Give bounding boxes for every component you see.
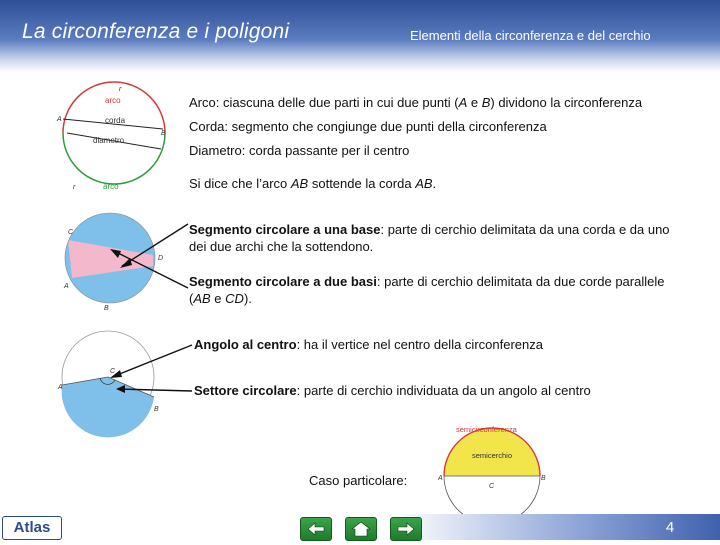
definition-diametro: Diametro: corda passante per il centro [189,143,410,158]
r-top-label: r [119,86,122,93]
point-b-label: B [154,406,159,413]
term-settore-circolare: Settore circolare [194,383,297,398]
point-d-label: D [158,255,164,262]
atlas-logo: Atlas [2,516,62,540]
chord-label: corda [105,116,126,125]
nav-forward-button[interactable] [390,517,422,541]
center-c-label: C [489,483,495,490]
term-corda: Corda [189,119,225,134]
home-icon [346,518,376,540]
center-c-label: C [110,368,116,375]
point-c-label: C [68,229,74,236]
point-a-label: A [57,116,62,123]
arc-top [63,82,165,133]
arc-top-label: arco [105,96,121,105]
diameter-label: diametro [93,136,125,145]
definition-segmento-una-base: Segmento circolare a una base: parte di cerchio delimitata da una corda e da uno dei due archi che la sottendono. [189,222,670,254]
r-bottom-label: r [73,184,76,191]
arc-bottom-label: arco [103,182,119,191]
point-b-label: B [161,130,166,137]
sector-fill [62,377,154,437]
point-b-label: B [541,475,546,482]
figure-sector [58,325,198,425]
definition-segmento-due-basi: Segmento circolare a due basi: parte di cerchio delimitata da due corde parallele (AB e CD). [189,274,665,306]
point-b-label: B [104,305,109,312]
arrow-angle [112,345,192,377]
nav-home-button[interactable] [345,517,377,541]
point-a-label: A [58,384,63,391]
figure-semicircle [436,418,552,528]
term-diametro: Diametro [189,143,242,158]
caso-particolare-label: Caso particolare: [309,473,408,488]
figure-circle-elements [55,85,175,200]
page-subtitle: Elementi della circonferenza e del cerchio [410,28,651,43]
page-title: La circonferenza e i poligoni [22,20,290,43]
term-arco: Arco [189,95,216,110]
page-number: 4 [665,519,675,536]
term-angolo-al-centro: Angolo al centro [194,337,297,352]
definition-arco: Arco: ciascuna delle due parti in cui due punti (A e B) dividono la circonferenza [189,95,643,110]
definition-angolo-al-centro: Angolo al centro: ha il vertice nel centro della circonferenza [194,337,543,352]
definition-settore-circolare: Settore circolare: parte di cerchio individuata da un angolo al centro [194,383,591,398]
term-segmento-due-basi: Segmento circolare a due basi [189,274,377,289]
semicircumference-label: semicirconferenza [456,425,517,434]
note-sottende: Si dice che l’arco AB sottende la corda AB. [189,176,437,191]
nav-back-button[interactable] [300,517,332,541]
definition-corda: Corda: segmento che congiunge due punti della circonferenza [189,119,547,134]
arrow-right-icon [391,518,421,540]
term-segmento-una-base: Segmento circolare a una base [189,222,381,237]
point-a-label: A [64,283,69,290]
header-bar [0,0,720,72]
point-a-label: A [438,475,443,482]
arrow-left-icon [301,518,331,540]
semicircle-label: semicerchio [472,451,513,460]
